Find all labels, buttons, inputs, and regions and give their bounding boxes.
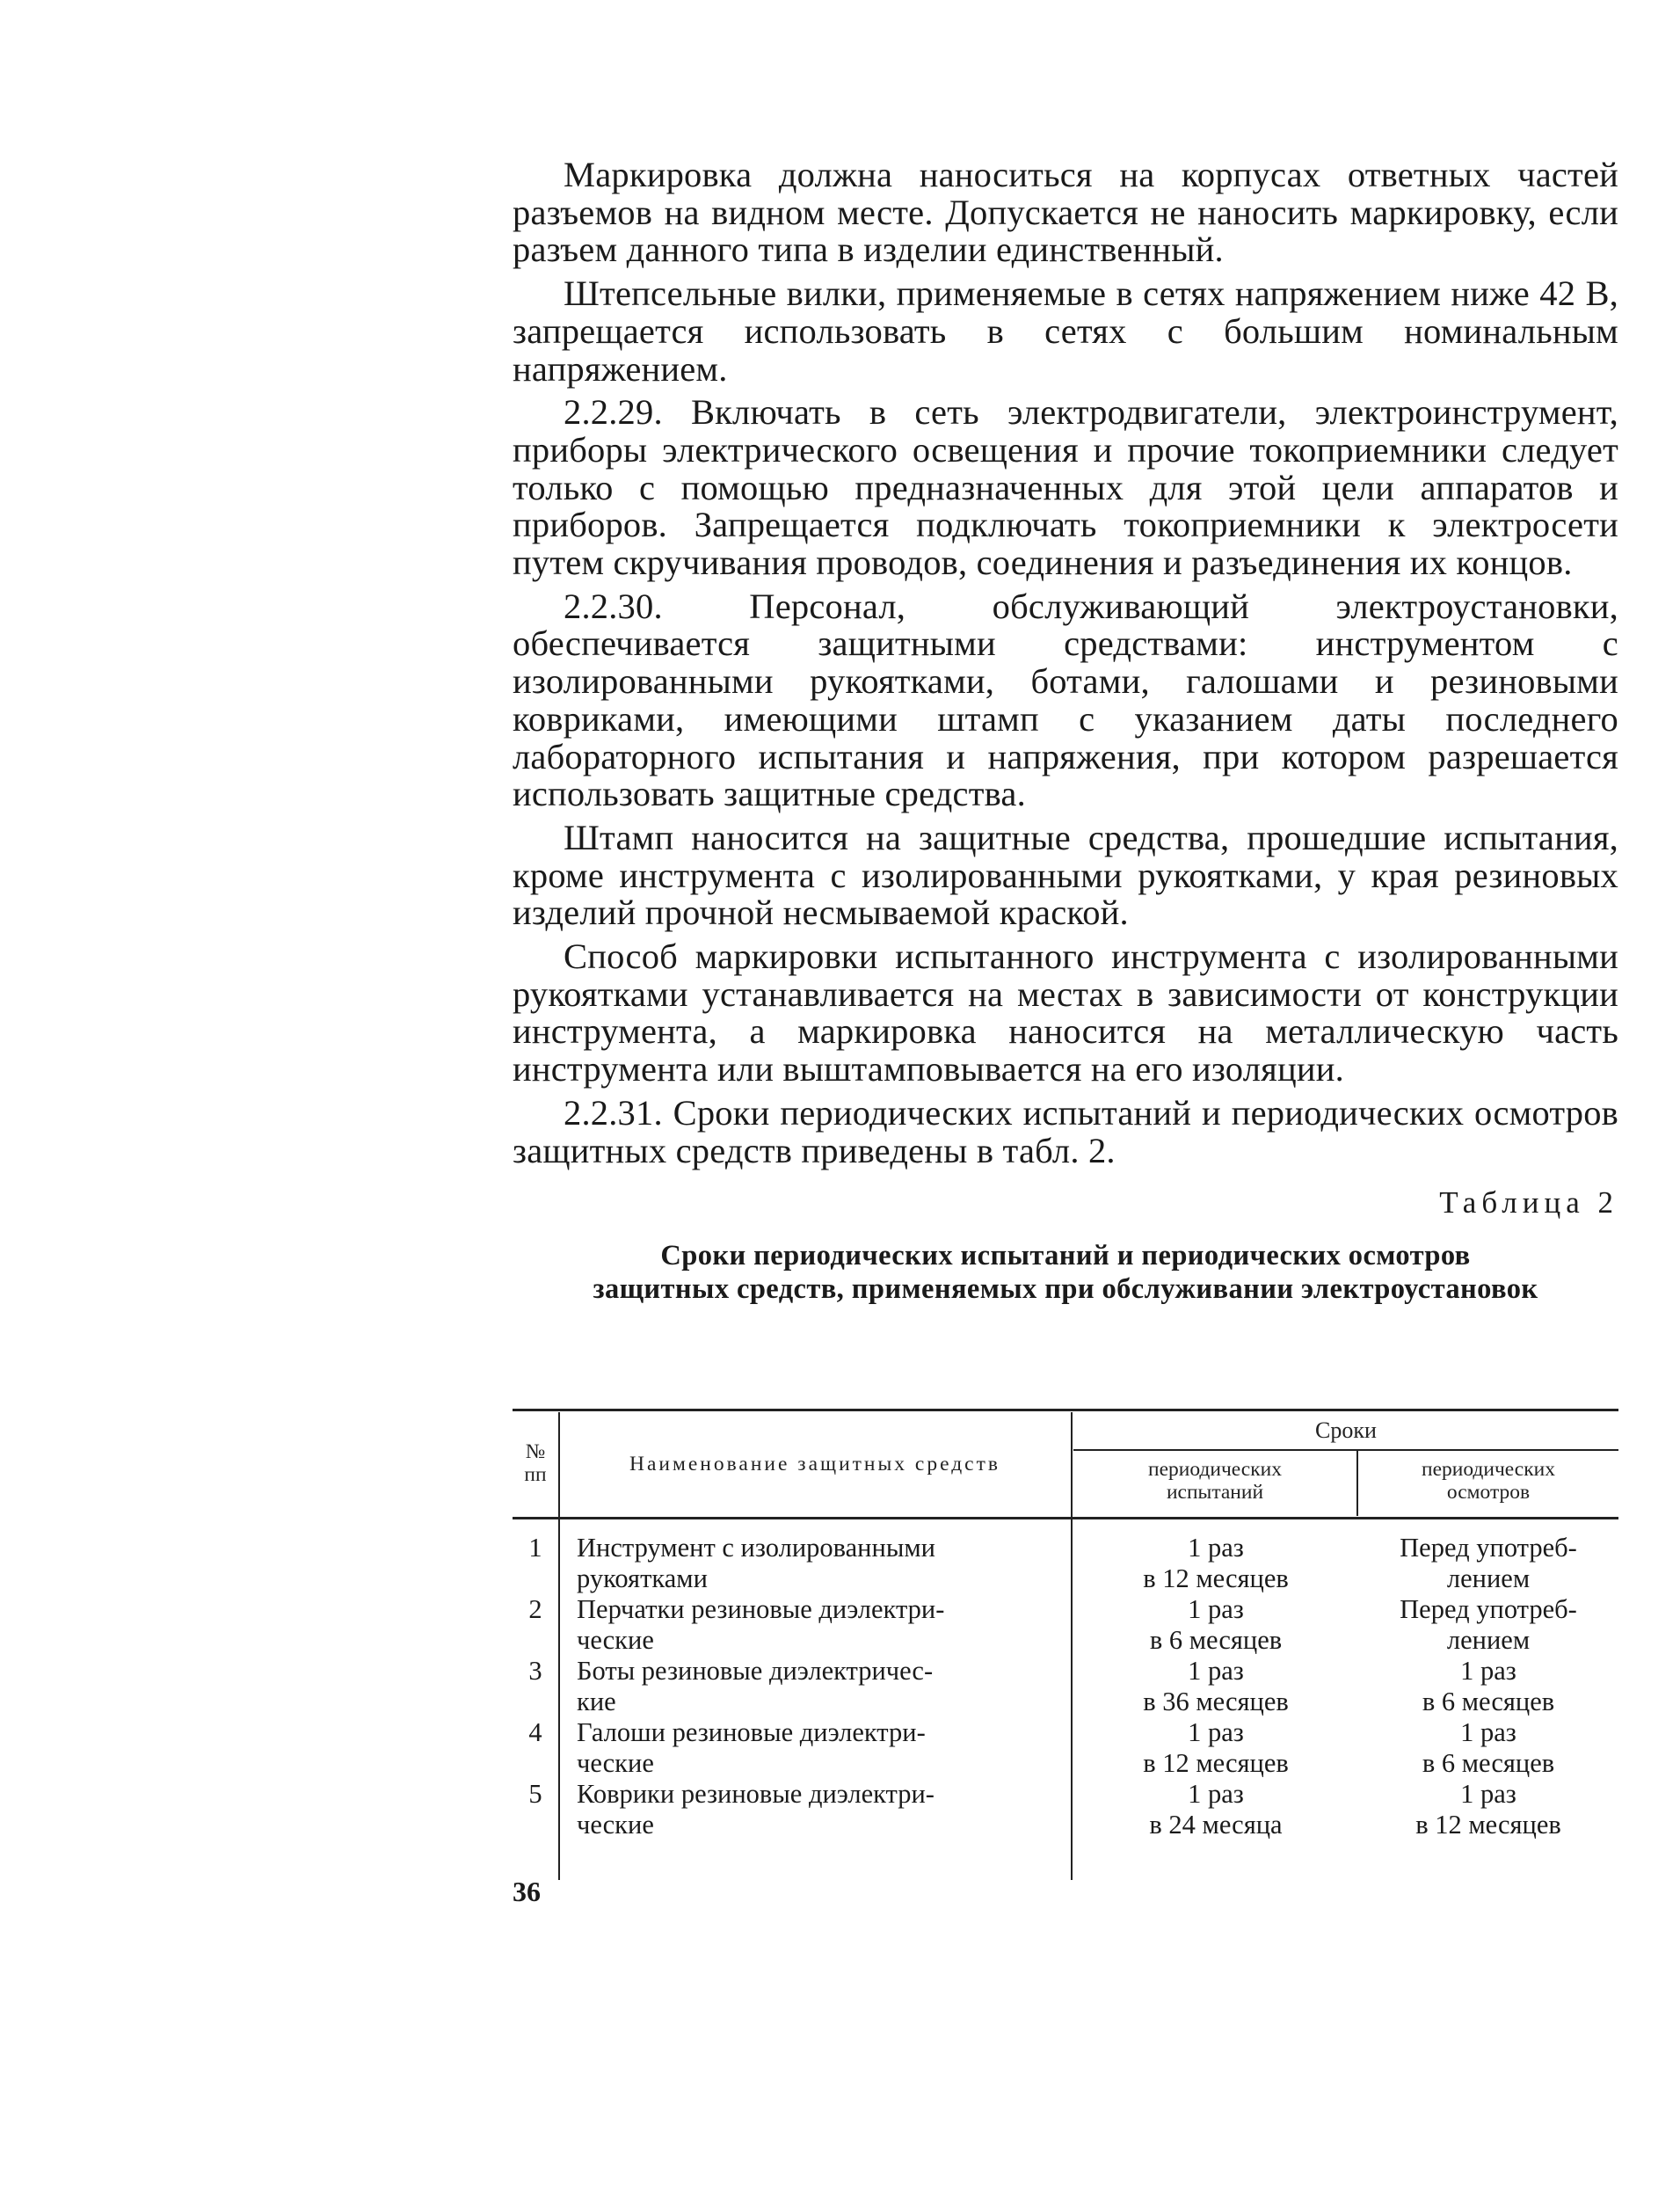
row-name-line: рукоятками bbox=[577, 1563, 708, 1593]
row-inspection-period bbox=[1358, 1779, 1618, 1840]
header-tests-line: испытаний bbox=[1166, 1481, 1264, 1504]
row-number: 2 bbox=[528, 1594, 542, 1624]
row-name-line: ческие bbox=[577, 1748, 654, 1778]
row-name-line: Коврики резиновые диэлектри- bbox=[577, 1779, 935, 1809]
table-top-rule bbox=[513, 1409, 1618, 1411]
table-row bbox=[513, 1656, 1618, 1717]
row-name-line: Боты резиновые диэлектричес- bbox=[577, 1656, 934, 1686]
row-test-period bbox=[1075, 1717, 1356, 1779]
row-name-line: Перчатки резиновые диэлектри- bbox=[577, 1594, 945, 1624]
row-inspection-period bbox=[1358, 1717, 1618, 1779]
header-tests-line: периодических bbox=[1148, 1458, 1282, 1481]
row-number: 3 bbox=[528, 1656, 542, 1686]
row-insp-line: Перед употреб- bbox=[1400, 1594, 1577, 1624]
row-test-line: 1 раз bbox=[1188, 1594, 1244, 1624]
row-name bbox=[577, 1779, 1056, 1840]
paragraph: 2.2.30. Персонал, обслуживающий электроустановки, обеспечивается защитными средствами: инструментом с изолированными рукоятками, ботами, галошами и резиновыми ковриками, имеющими штамп с указанием даты последнего лабораторного испытания и напряжения, при котором разрешается использовать защитные средства. bbox=[513, 586, 1618, 814]
header-num bbox=[513, 1440, 558, 1486]
table-row bbox=[513, 1533, 1618, 1594]
row-test-line: в 12 месяцев bbox=[1143, 1748, 1289, 1778]
table-row bbox=[513, 1594, 1618, 1656]
header-inspections-line: осмотров bbox=[1446, 1481, 1531, 1504]
row-name bbox=[577, 1656, 1056, 1717]
row-test-line: 1 раз bbox=[1188, 1779, 1244, 1809]
row-insp-line: 1 раз bbox=[1460, 1656, 1516, 1686]
row-insp-line: Перед употреб- bbox=[1400, 1533, 1577, 1563]
row-name-line: кие bbox=[577, 1687, 616, 1716]
paragraph: 2.2.29. Включать в сеть электродвигатели, электроинструмент, приборы электрического освещения и прочие токоприемники следует только с помощью предназначенных для этой цели аппаратов и приборов. Запрещается подключать токоприемники к электросети путем скручивания проводов, соединения и разъединения их концов. bbox=[513, 392, 1618, 583]
row-test-line: в 24 месяца bbox=[1149, 1810, 1283, 1840]
row-test-period bbox=[1075, 1594, 1356, 1656]
page-number: 36 bbox=[513, 1876, 541, 1907]
row-number: 1 bbox=[528, 1533, 542, 1563]
paragraph: Маркировка должна наноситься на корпусах ответных частей разъемов на видном месте. Допускается не наносить маркировку, если разъем данного типа в изделии единственный. bbox=[513, 155, 1618, 270]
header-tests bbox=[1073, 1458, 1356, 1504]
table-row bbox=[513, 1717, 1618, 1779]
row-insp-line: лением bbox=[1446, 1625, 1531, 1655]
row-test-period bbox=[1075, 1656, 1356, 1717]
header-terms: Сроки bbox=[1315, 1417, 1377, 1443]
row-insp-line: 1 раз bbox=[1460, 1779, 1516, 1809]
row-inspection-period bbox=[1358, 1656, 1618, 1717]
row-test-period bbox=[1075, 1533, 1356, 1594]
row-name-line: Галоши резиновые диэлектри- bbox=[577, 1717, 926, 1747]
row-test-line: в 36 месяцев bbox=[1143, 1687, 1289, 1716]
table-subheader-rule bbox=[1073, 1449, 1618, 1451]
row-name bbox=[577, 1594, 1056, 1656]
row-test-line: 1 раз bbox=[1188, 1533, 1244, 1563]
paragraph: Способ маркировки испытанного инструмента с изолированными рукоятками устанавливается на местах в зависимости от конструкции инструмента, а маркировка наносится на металлическую часть инструмента или выштамповывается на его изоляции. bbox=[513, 936, 1618, 1089]
row-test-line: 1 раз bbox=[1188, 1656, 1244, 1686]
header-inspections bbox=[1358, 1458, 1618, 1504]
table-title bbox=[513, 1239, 1618, 1306]
header-inspections-line: периодических bbox=[1422, 1458, 1555, 1481]
row-name bbox=[577, 1533, 1056, 1594]
row-inspection-period bbox=[1358, 1594, 1618, 1656]
table-caption: Таблица 2 bbox=[1439, 1185, 1618, 1221]
row-test-period bbox=[1075, 1779, 1356, 1840]
row-number: 5 bbox=[528, 1779, 542, 1809]
row-name-line: Инструмент с изолированными bbox=[577, 1533, 935, 1563]
table-header-rule bbox=[513, 1517, 1618, 1519]
row-name-line: ческие bbox=[577, 1625, 654, 1655]
header-name: Наименование защитных средств bbox=[629, 1453, 1000, 1476]
row-insp-line: в 6 месяцев bbox=[1422, 1687, 1555, 1716]
row-insp-line: в 12 месяцев bbox=[1415, 1810, 1561, 1840]
header-num-line: пп bbox=[524, 1463, 547, 1486]
row-name bbox=[577, 1717, 1056, 1779]
terms-table bbox=[513, 1409, 1618, 1884]
row-test-line: 1 раз bbox=[1188, 1717, 1244, 1747]
row-insp-line: 1 раз bbox=[1460, 1717, 1516, 1747]
table-title-line: защитных средств, применяемых при обслуживании электроустановок bbox=[593, 1273, 1538, 1306]
row-insp-line: в 6 месяцев bbox=[1422, 1748, 1555, 1778]
paragraph: Штамп наносится на защитные средства, прошедшие испытания, кроме инструмента с изолированными рукоятками, у края резиновых изделий прочной несмываемой краской. bbox=[513, 817, 1618, 933]
body-text bbox=[513, 157, 1618, 1306]
row-inspection-period bbox=[1358, 1533, 1618, 1594]
row-name-line: ческие bbox=[577, 1810, 654, 1840]
header-num-line: № bbox=[525, 1440, 546, 1463]
row-insp-line: лением bbox=[1446, 1563, 1531, 1593]
row-number: 4 bbox=[528, 1717, 542, 1747]
row-test-line: в 6 месяцев bbox=[1149, 1625, 1283, 1655]
table-row bbox=[513, 1779, 1618, 1840]
table-title-line: Сроки периодических испытаний и периодических осмотров bbox=[660, 1240, 1471, 1272]
paragraph: 2.2.31. Сроки периодических испытаний и периодических осмотров защитных средств приведены в табл. 2. bbox=[513, 1092, 1618, 1170]
paragraph: Штепсельные вилки, применяемые в сетях напряжением ниже 42 В, запрещается использовать в сетях с большим номинальным напряжением. bbox=[513, 273, 1618, 389]
row-test-line: в 12 месяцев bbox=[1143, 1563, 1289, 1593]
